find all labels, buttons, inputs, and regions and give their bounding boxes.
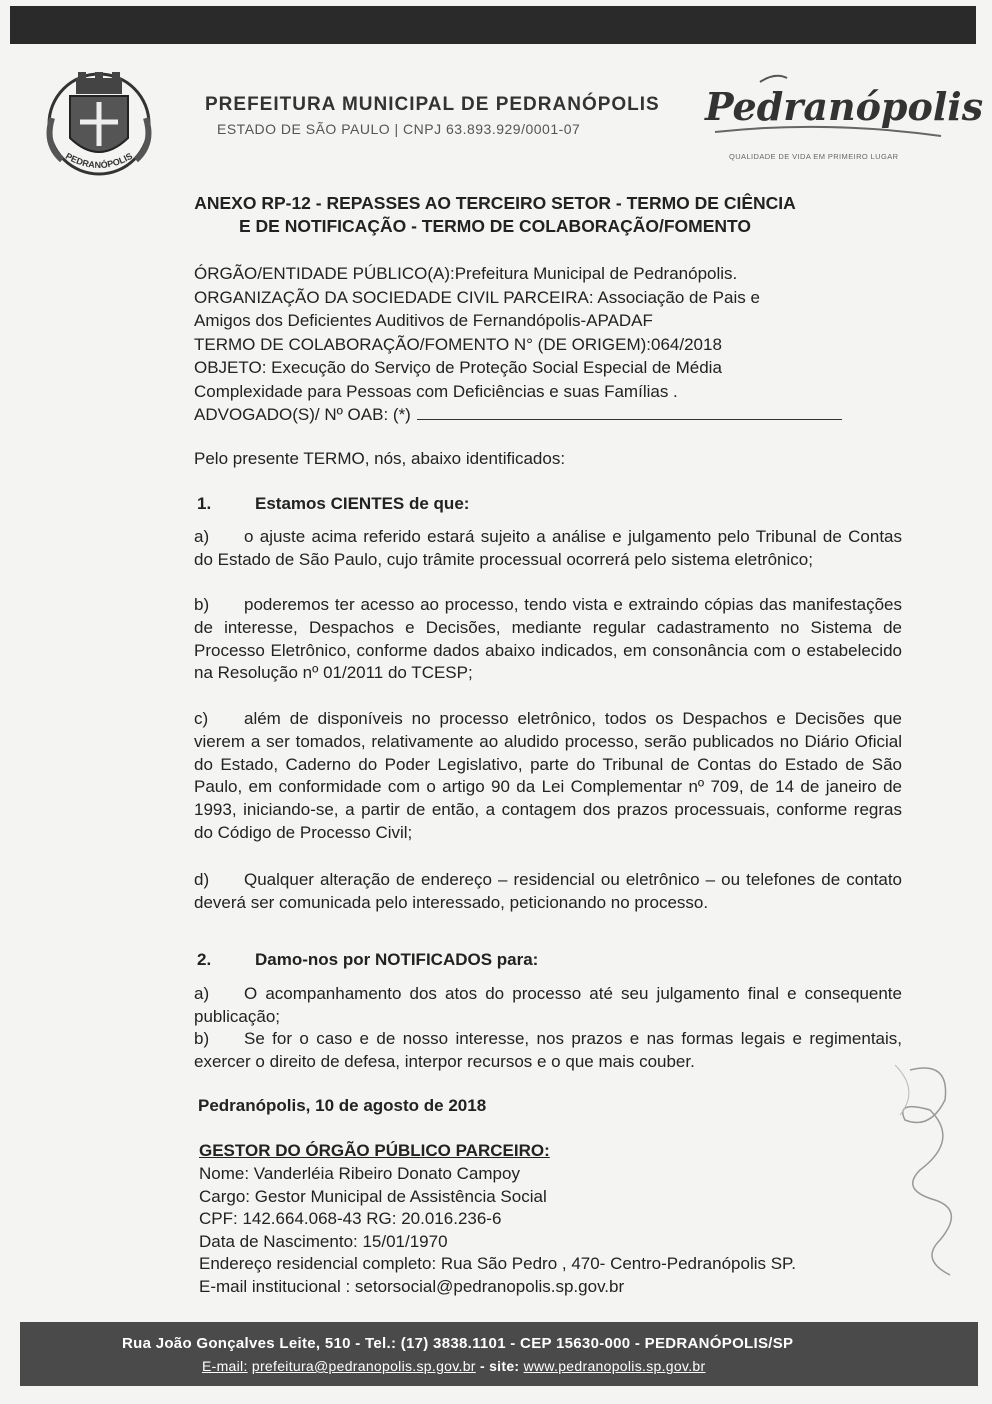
gestor-nome: Nome: Vanderléia Ribeiro Donato Campoy: [199, 1164, 520, 1183]
page-footer: [20, 1322, 978, 1386]
document-title: [150, 192, 840, 238]
logo-tagline: QUALIDADE DE VIDA EM PRIMEIRO LUGAR: [729, 152, 899, 161]
section-1-item-d: [194, 869, 902, 915]
logo-wordmark: Pedranópolis: [705, 84, 984, 129]
gestor-cpf: CPF: 142.664.068-43 RG: 20.016.236-6: [199, 1209, 502, 1229]
orgao-field: ÓRGÃO/ENTIDADE PÚBLICO(A):Prefeitura Municipal de Pedranópolis.: [194, 264, 738, 283]
organizacao-field: ORGANIZAÇÃO DA SOCIEDADE CIVIL PARCEIRA: Associação de Pais e: [194, 287, 760, 307]
advogado-field: [194, 403, 914, 427]
item-text: além de disponíveis no processo eletrônico, todos os Despachos e Decisões que vierem a ser tomados, relativamente ao aludido processo, serão publicados no Diário Oficial do Estado, Caderno do Poder Legislativo, parte do Tribunal de Contas do Estado de São Paulo, em conformidade com o artigo 90 da Lei Complementar nº 709, de 14 de janeiro de 1993, iniciando-se, a partir de então, a contagem dos prazos processuais, conforme regras do Código de Processo Civil;: [194, 709, 902, 842]
section-2-heading: [197, 950, 538, 970]
footer-email-label: E-mail:: [202, 1358, 248, 1374]
section-1-item-c: [194, 708, 902, 845]
section-1-heading: [197, 494, 469, 514]
item-letter: c): [194, 709, 209, 728]
gestor-nascimento: Data de Nascimento: 15/01/1970: [199, 1231, 448, 1251]
gestor-endereco: Endereço residencial completo: Rua São Pedro , 470- Centro-Pedranópolis SP.: [199, 1254, 796, 1274]
document-title-line2: E DE NOTIFICAÇÃO - TERMO DE COLABORAÇÃO/FOMENTO: [238, 216, 752, 236]
section-1-item-a: [194, 526, 902, 572]
scan-top-bar: [10, 6, 976, 44]
section-2-item-a: [194, 983, 902, 1029]
gestor-heading: GESTOR DO ÓRGÃO PÚBLICO PARCEIRO:: [199, 1141, 550, 1160]
objeto-field-cont: Complexidade para Pessoas com Deficiências e suas Famílias .: [194, 381, 678, 401]
gestor-email: E-mail institucional : setorsocial@pedranopolis.sp.gov.br: [199, 1276, 625, 1296]
municipal-crest-icon: [40, 68, 158, 178]
document-date: Pedranópolis, 10 de agosto de 2018: [198, 1096, 487, 1115]
footer-site-label: - site:: [475, 1358, 524, 1374]
section-1-item-b: [194, 594, 902, 685]
identification-block: [194, 262, 914, 427]
advogado-label: ADVOGADO(S)/ Nº OAB: (*): [194, 405, 411, 424]
item-text: poderemos ter acesso ao processo, tendo vista e extraindo cópias das manifestações de interesse, Despachos e Decisões, mediante regular cadastramento no Sistema de Processo Eletrônico, conforme dados abaixo indicados, em consonância com o estabelecido na Resolução nº 01/2011 do TCESP;: [194, 595, 902, 683]
section-1-title: Estamos CIENTES de que:: [255, 494, 470, 513]
header-subtitle: ESTADO DE SÃO PAULO | CNPJ 63.893.929/0001-07: [217, 121, 581, 137]
item-letter: a): [194, 984, 210, 1003]
footer-address: Rua João Gonçalves Leite, 510 - Tel.: (17) 3838.1101 - CEP 15630-000 - PEDRANÓPOLIS/SP: [122, 1335, 794, 1352]
objeto-field: OBJETO: Execução do Serviço de Proteção Social Especial de Média: [194, 358, 722, 377]
item-text: Qualquer alteração de endereço – residencial ou eletrônico – ou telefones de contato deverá ser comunicada pelo interessado, peticionando no processo.: [194, 870, 902, 912]
section-2-number: 2.: [197, 950, 212, 969]
header-title: PREFEITURA MUNICIPAL DE PEDRANÓPOLIS: [205, 94, 660, 115]
termo-field: TERMO DE COLABORAÇÃO/FOMENTO N° (DE ORIGEM):064/2018: [194, 334, 722, 354]
gestor-cargo: Cargo: Gestor Municipal de Assistência Social: [199, 1186, 547, 1206]
item-text: o ajuste acima referido estará sujeito a análise e julgamento pelo Tribunal de Contas do Estado de São Paulo, cujo trâmite processual ocorrerá pelo sistema eletrônico;: [194, 527, 902, 569]
footer-site-link[interactable]: www.pedranopolis.sp.gov.br: [523, 1358, 706, 1374]
item-text: O acompanhamento dos atos do processo até seu julgamento final e consequente publicação;: [194, 984, 902, 1026]
city-logo: [705, 70, 984, 165]
item-text: Se for o caso e de nosso interesse, nos prazos e nas formas legais e regimentais, exercer o direito de defesa, interpor recursos e o que mais couber.: [194, 1029, 902, 1071]
item-letter: a): [194, 527, 210, 546]
section-2-title: Damo-nos por NOTIFICADOS para:: [255, 950, 539, 969]
footer-email-link[interactable]: prefeitura@pedranopolis.sp.gov.br: [251, 1358, 476, 1374]
footer-contact: [202, 1358, 705, 1374]
advogado-blank-line: [417, 404, 842, 420]
crest-label: PEDRANÓPOLIS: [63, 150, 135, 171]
section-1-number: 1.: [197, 494, 212, 513]
gestor-info: [199, 1163, 796, 1299]
item-letter: b): [194, 1029, 210, 1048]
document-title-line1: ANEXO RP-12 - REPASSES AO TERCEIRO SETOR - TERMO DE CIÊNCIA: [194, 193, 796, 213]
item-letter: d): [194, 870, 210, 889]
item-letter: b): [194, 595, 210, 614]
intro-text: Pelo presente TERMO, nós, abaixo identificados:: [194, 449, 566, 468]
section-2-item-b: [194, 1028, 902, 1074]
organizacao-field-cont: Amigos dos Deficientes Auditivos de Fernandópolis-APADAF: [194, 311, 653, 330]
handwritten-rubric-icon: [890, 1060, 975, 1300]
